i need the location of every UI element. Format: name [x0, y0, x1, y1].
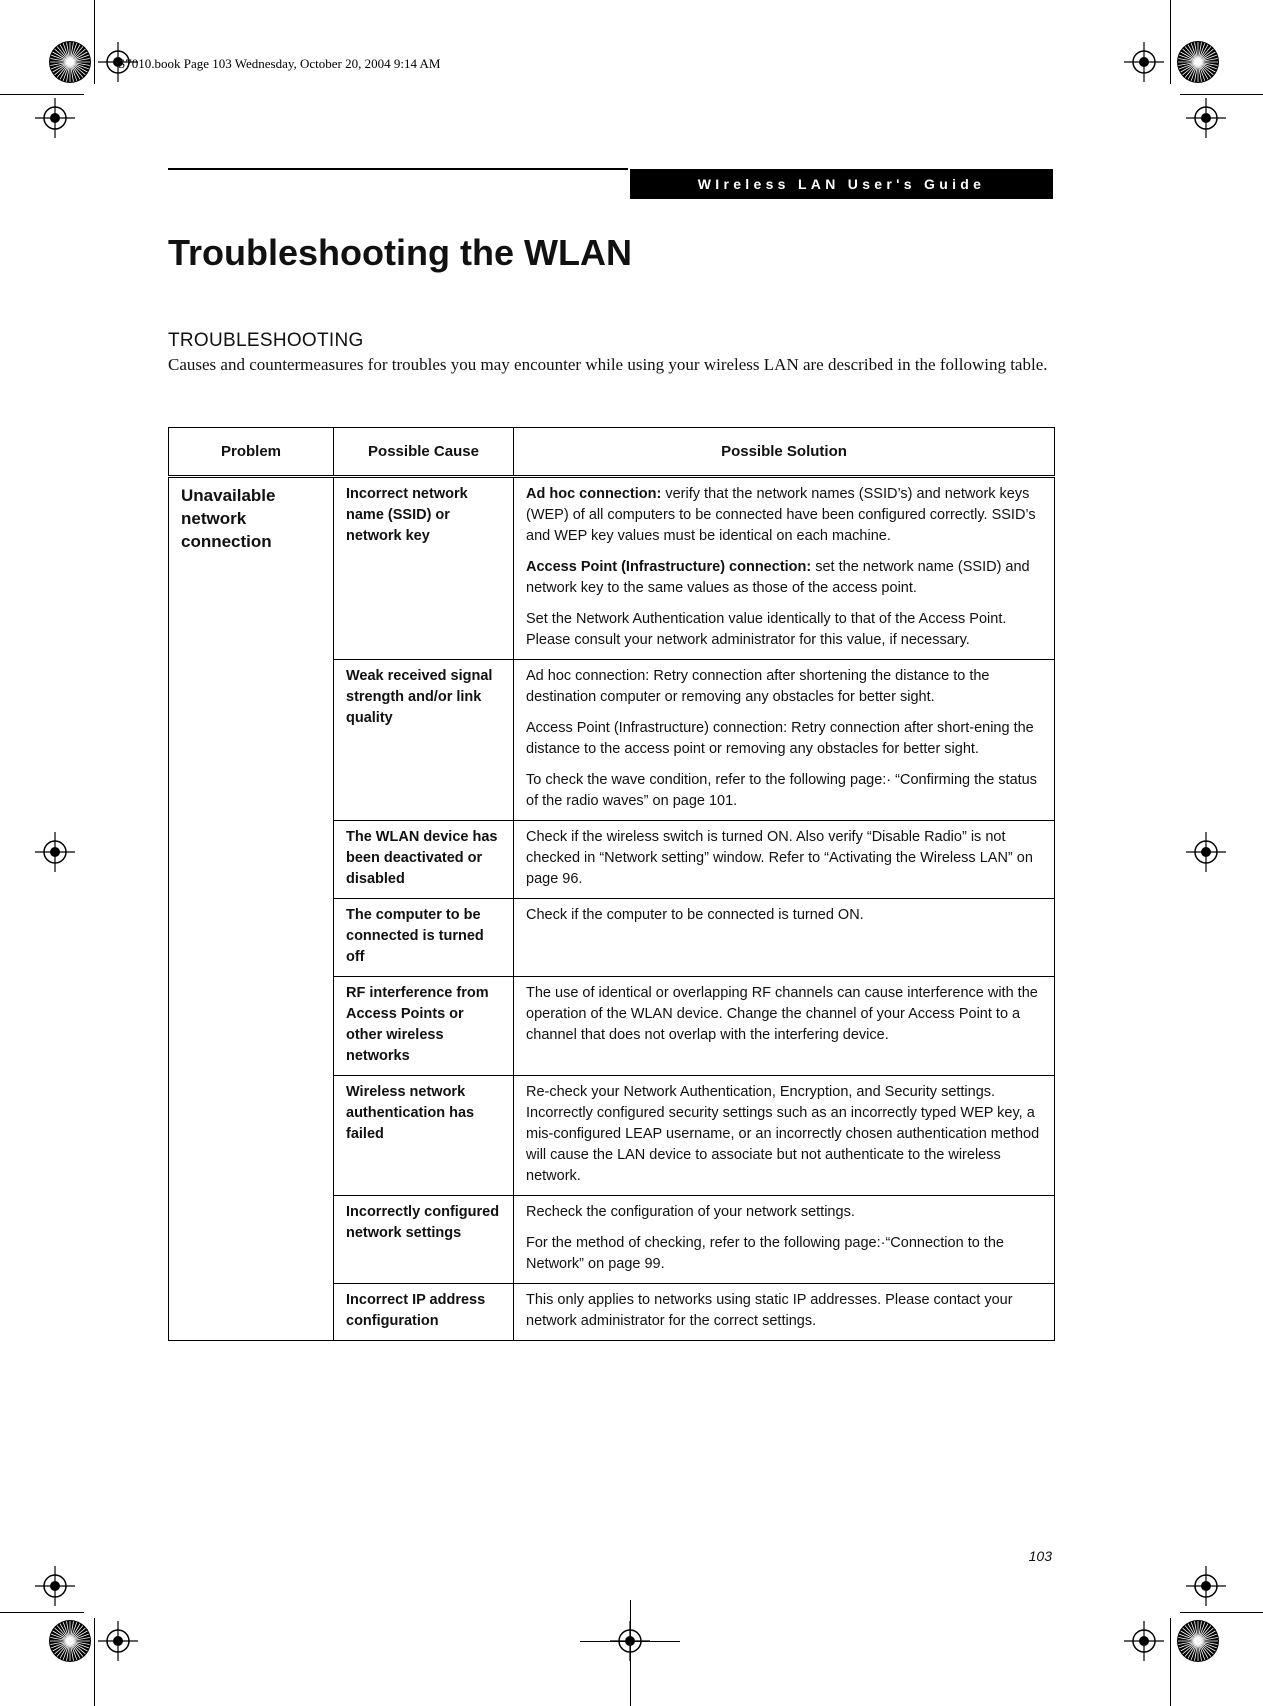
- solution-text: Recheck the configuration of your network settings.: [526, 1204, 855, 1220]
- solution-text: Ad hoc connection: Retry connection after shortening the distance to the destination computer or removing any obstacles for better sight.: [526, 668, 990, 705]
- running-header: WIreless LAN User's Guide: [630, 169, 1053, 199]
- registration-crosshair-icon: [1186, 1566, 1226, 1606]
- starburst-mark-icon: [1176, 1619, 1220, 1663]
- header-possible-cause: Possible Cause: [334, 428, 514, 477]
- solution-text: Check if the computer to be connected is turned ON.: [526, 907, 864, 923]
- solution-text: For the method of checking, refer to the following page:·“Connection to the Network” on page 99.: [526, 1235, 1004, 1272]
- crop-mark: [0, 94, 84, 95]
- troubleshooting-table: [168, 427, 1055, 1341]
- registration-crosshair-icon: [98, 1621, 138, 1661]
- solution-cell: [514, 1196, 1055, 1284]
- solution-paragraph: [526, 484, 1044, 547]
- solution-paragraph: [526, 557, 1044, 599]
- crop-mark: [1180, 94, 1263, 95]
- registration-crosshair-icon: [1124, 1621, 1164, 1661]
- cause-cell: The computer to be connected is turned off: [334, 899, 514, 977]
- table-row: [169, 477, 1055, 660]
- cause-cell: Incorrect IP address configuration: [334, 1284, 514, 1341]
- registration-crosshair-icon: [1186, 832, 1226, 872]
- page-title: Troubleshooting the WLAN: [168, 232, 632, 273]
- solution-text: The use of identical or overlapping RF channels can cause interference with the operation of the WLAN device. Change the channel of your Access Point to a channel that does not overlap with the interfering device.: [526, 985, 1038, 1043]
- table-header-row: [169, 428, 1055, 477]
- registration-crosshair-icon: [1186, 98, 1226, 138]
- solution-lead: Access Point (Infrastructure) connection:: [526, 559, 812, 575]
- registration-crosshair-icon: [35, 1566, 75, 1606]
- solution-paragraph: [526, 666, 1044, 708]
- crop-mark: [580, 1641, 680, 1642]
- solution-paragraph: [526, 770, 1044, 812]
- cause-cell: Incorrect network name (SSID) or network key: [334, 477, 514, 660]
- solution-paragraph: [526, 827, 1044, 890]
- starburst-mark-icon: [48, 1619, 92, 1663]
- solution-text: verify that the network names (SSID’s) and network keys (WEP) of all computers to be connected have been configured correctly. SSID’s and WEP key values must be identical on each machine.: [526, 486, 1036, 544]
- solution-paragraph: [526, 983, 1044, 1046]
- solution-paragraph: [526, 1233, 1044, 1275]
- solution-cell: [514, 477, 1055, 660]
- solution-paragraph: [526, 609, 1044, 651]
- registration-crosshair-icon: [35, 832, 75, 872]
- solution-cell: [514, 899, 1055, 977]
- header-problem: Problem: [169, 428, 334, 477]
- crop-mark: [94, 1618, 95, 1706]
- starburst-mark-icon: [48, 40, 92, 84]
- print-slug: S7010.book Page 103 Wednesday, October 20, 2004 9:14 AM: [118, 56, 441, 71]
- solution-cell: [514, 1076, 1055, 1196]
- solution-paragraph: [526, 718, 1044, 760]
- solution-paragraph: [526, 1202, 1044, 1223]
- cause-cell: Wireless network authentication has failed: [334, 1076, 514, 1196]
- solution-cell: [514, 660, 1055, 821]
- solution-lead: Ad hoc connection:: [526, 486, 662, 502]
- crop-mark: [1170, 1618, 1171, 1706]
- solution-text: Re-check your Network Authentication, Encryption, and Security settings. Incorrectly configured security settings such as an incorrectly typed WEP key, a mis-configured LEAP username, or an incorrectly chosen authentication method will cause the LAN device to associate but not authenticate to the wireless network.: [526, 1084, 1040, 1184]
- solution-text: set the network name (SSID) and network key to the same values as those of the access point.: [526, 559, 1030, 596]
- cause-cell: RF interference from Access Points or other wireless networks: [334, 977, 514, 1076]
- solution-text: Check if the wireless switch is turned ON. Also verify “Disable Radio” is not checked in “Network setting” window. Refer to “Activating the Wireless LAN” on page 96.: [526, 829, 1033, 887]
- registration-crosshair-icon: [35, 98, 75, 138]
- cause-cell: Weak received signal strength and/or link quality: [334, 660, 514, 821]
- solution-text: Access Point (Infrastructure) connection: Retry connection after short-ening the distance to the access point or removing any obstacles for better sight.: [526, 720, 1034, 757]
- cause-cell: Incorrectly configured network settings: [334, 1196, 514, 1284]
- solution-cell: [514, 977, 1055, 1076]
- solution-cell: [514, 821, 1055, 899]
- header-rule: [168, 168, 628, 170]
- intro-paragraph: Causes and countermeasures for troubles you may encounter while using your wireless LAN are described in the following table.: [168, 355, 1048, 374]
- problem-cell: Unavailable network connection: [169, 477, 334, 1341]
- crop-mark: [630, 1600, 631, 1706]
- solution-cell: [514, 1284, 1055, 1341]
- solution-paragraph: [526, 905, 1044, 926]
- registration-crosshair-icon: [1124, 42, 1164, 82]
- header-possible-solution: Possible Solution: [514, 428, 1055, 477]
- starburst-mark-icon: [1176, 40, 1220, 84]
- crop-mark: [1170, 0, 1171, 84]
- solution-text: This only applies to networks using static IP addresses. Please contact your network administrator for the correct settings.: [526, 1292, 1013, 1329]
- cause-cell: The WLAN device has been deactivated or disabled: [334, 821, 514, 899]
- crop-mark: [1180, 1612, 1263, 1613]
- section-heading: TROUBLESHOOTING: [168, 330, 364, 351]
- solution-text: Set the Network Authentication value identically to that of the Access Point. Please consult your network administrator for this value, if necessary.: [526, 611, 1007, 648]
- page-number: 103: [1028, 1548, 1052, 1564]
- crop-mark: [0, 1612, 84, 1613]
- solution-text: To check the wave condition, refer to the following page:· “Confirming the status of the radio waves” on page 101.: [526, 772, 1037, 809]
- crop-mark: [94, 0, 95, 84]
- solution-paragraph: [526, 1082, 1044, 1187]
- solution-paragraph: [526, 1290, 1044, 1332]
